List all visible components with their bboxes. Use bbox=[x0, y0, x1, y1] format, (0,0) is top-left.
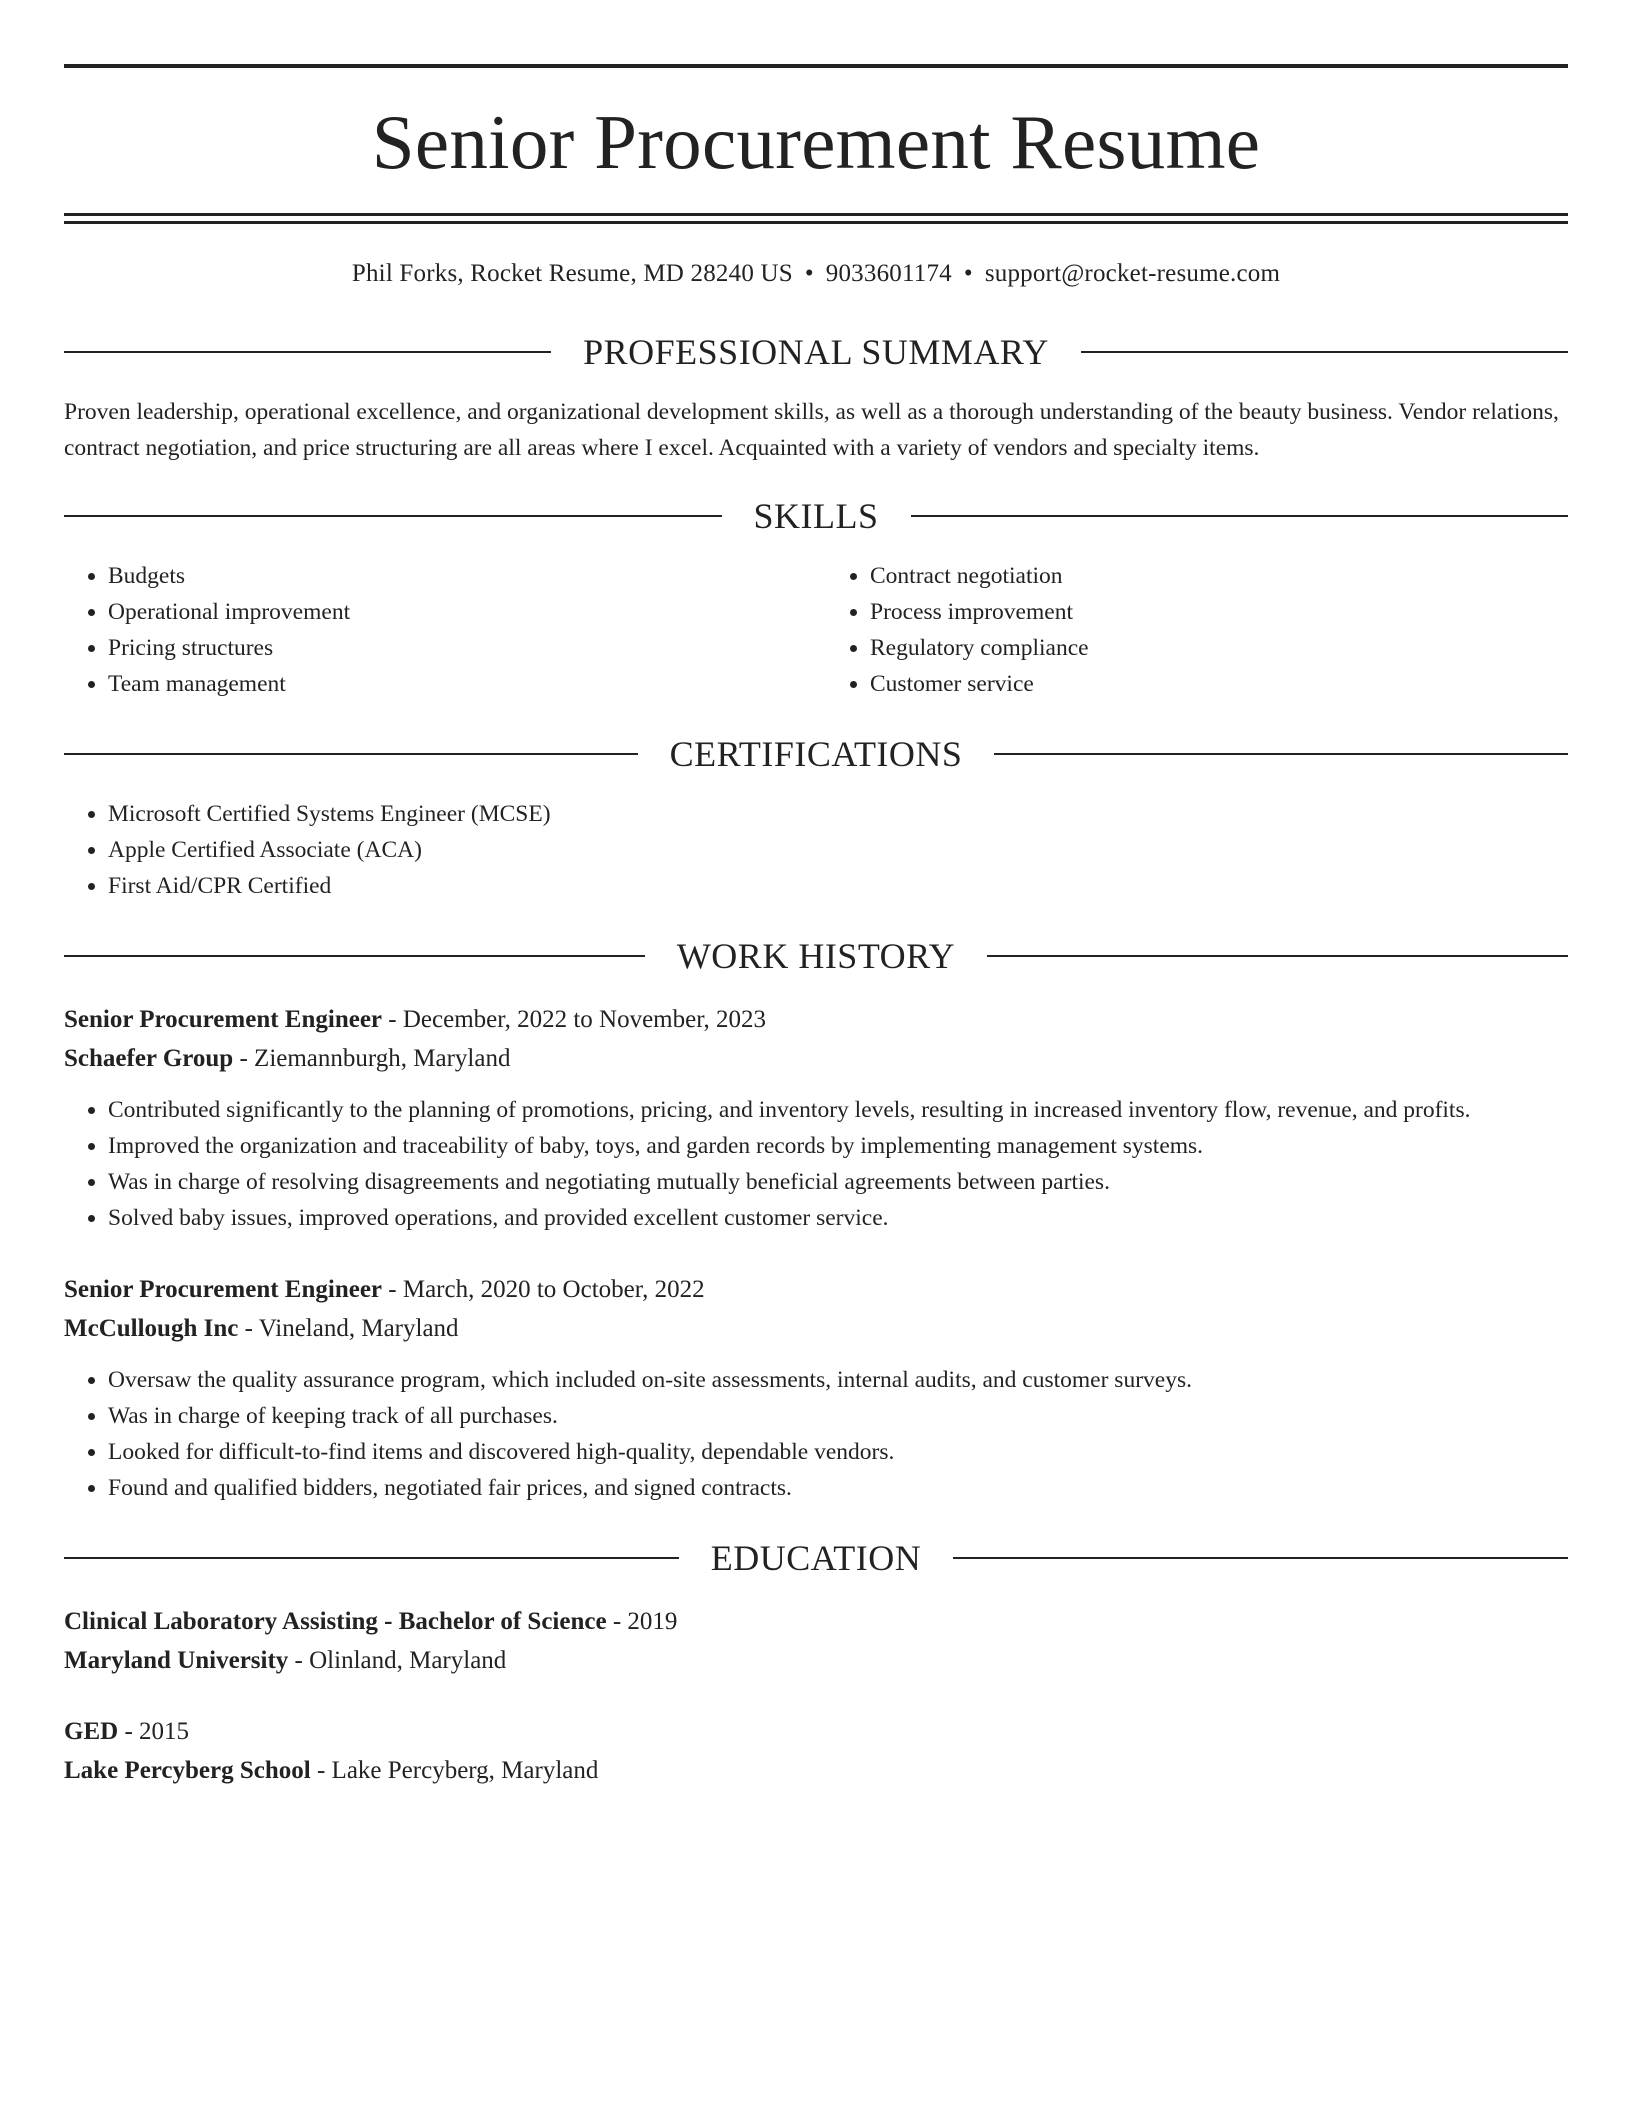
work-history-heading-label: WORK HISTORY bbox=[676, 936, 956, 976]
certifications-list bbox=[64, 796, 1568, 904]
job-company: McCullough Inc bbox=[64, 1315, 239, 1342]
education-degree-line bbox=[64, 1602, 1568, 1641]
certification-item: • Apple Certified Associate (ACA) bbox=[108, 832, 1568, 868]
skill-item: • Customer service bbox=[870, 666, 1568, 702]
summary-heading bbox=[64, 334, 1568, 370]
heading-rule bbox=[64, 955, 645, 957]
skill-item: • Process improvement bbox=[870, 594, 1568, 630]
job-entry bbox=[64, 1000, 1568, 1236]
job-bullet: • Was in charge of resolving disagreements and negotiating mutually beneficial agreements between parties. bbox=[108, 1164, 1568, 1200]
education-entry bbox=[64, 1602, 1568, 1680]
heading-rule bbox=[911, 515, 1569, 517]
work-history-heading bbox=[64, 938, 1568, 974]
job-bullets bbox=[64, 1362, 1568, 1506]
resume-page bbox=[64, 64, 1568, 1790]
job-title-line bbox=[64, 1270, 1568, 1309]
heading-rule bbox=[953, 1557, 1568, 1559]
job-location: - Ziemannburgh, Maryland bbox=[233, 1045, 511, 1072]
education-degree: GED bbox=[64, 1718, 119, 1745]
job-title: Senior Procurement Engineer bbox=[64, 1006, 383, 1033]
job-location: - Vineland, Maryland bbox=[238, 1315, 459, 1342]
job-entry bbox=[64, 1270, 1568, 1506]
title-double-rule bbox=[64, 213, 1568, 224]
education-school: Maryland University bbox=[64, 1647, 289, 1674]
heading-rule bbox=[64, 351, 551, 353]
contact-address: Phil Forks, Rocket Resume, MD 28240 US bbox=[351, 260, 793, 287]
job-title-line bbox=[64, 1000, 1568, 1039]
contact-email: support@rocket-resume.com bbox=[984, 260, 1281, 287]
summary-text: Proven leadership, operational excellence, and organizational development skills, as well as a thorough understanding of the beauty business. Vendor relations, contract negotiation, and price structuring are all areas where I excel. Acquainted with a variety of vendors and specialty items. bbox=[64, 399, 1559, 461]
education-heading bbox=[64, 1540, 1568, 1576]
education-year: - 2015 bbox=[118, 1718, 190, 1745]
certification-item: • First Aid/CPR Certified bbox=[108, 868, 1568, 904]
education-year: - 2019 bbox=[606, 1608, 678, 1635]
heading-rule bbox=[64, 753, 638, 755]
job-bullet: • Contributed significantly to the planning of promotions, pricing, and inventory levels, resulting in increased inventory flow, revenue, and profits. bbox=[108, 1092, 1568, 1128]
job-bullet: • Was in charge of keeping track of all purchases. bbox=[108, 1398, 1568, 1434]
job-bullet: • Improved the organization and traceability of baby, toys, and garden records by implementing management systems. bbox=[108, 1128, 1568, 1164]
job-dates: - March, 2020 to October, 2022 bbox=[382, 1276, 705, 1303]
skills-heading bbox=[64, 498, 1568, 534]
heading-rule bbox=[64, 515, 722, 517]
skill-item: • Team management bbox=[108, 666, 806, 702]
summary-heading-label: PROFESSIONAL SUMMARY bbox=[583, 332, 1049, 372]
skills-column-right bbox=[826, 558, 1568, 702]
education-school-line bbox=[64, 1641, 1568, 1680]
heading-rule bbox=[994, 753, 1568, 755]
top-rule bbox=[64, 64, 1568, 68]
heading-rule bbox=[1081, 351, 1568, 353]
heading-rule bbox=[987, 955, 1568, 957]
education-entry bbox=[64, 1712, 1568, 1790]
skill-item: • Pricing structures bbox=[108, 630, 806, 666]
job-company-line bbox=[64, 1039, 1568, 1078]
skills-heading-label: SKILLS bbox=[753, 496, 879, 536]
contact-separator: • bbox=[963, 260, 973, 287]
education-school-line bbox=[64, 1751, 1568, 1790]
skill-item: • Contract negotiation bbox=[870, 558, 1568, 594]
job-bullet: • Looked for difficult-to-find items and discovered high-quality, dependable vendors. bbox=[108, 1434, 1568, 1470]
skill-item: • Regulatory compliance bbox=[870, 630, 1568, 666]
education-location: - Olinland, Maryland bbox=[288, 1647, 507, 1674]
job-bullet: • Oversaw the quality assurance program, which included on-site assessments, internal audits, and customer surveys. bbox=[108, 1362, 1568, 1398]
job-company: Schaefer Group bbox=[64, 1045, 234, 1072]
education-heading-label: EDUCATION bbox=[710, 1538, 922, 1578]
contact-phone: 9033601174 bbox=[825, 260, 952, 287]
page-title: Senior Procurement Resume bbox=[371, 99, 1261, 185]
skill-item: • Budgets bbox=[108, 558, 806, 594]
skill-item: • Operational improvement bbox=[108, 594, 806, 630]
education-school: Lake Percyberg School bbox=[64, 1757, 311, 1784]
skills-column-left bbox=[64, 558, 806, 702]
education-degree-line bbox=[64, 1712, 1568, 1751]
education-degree: Clinical Laboratory Assisting - Bachelor of Science bbox=[64, 1608, 607, 1635]
job-bullet: • Found and qualified bidders, negotiated fair prices, and signed contracts. bbox=[108, 1470, 1568, 1506]
certifications-heading bbox=[64, 736, 1568, 772]
contact-line bbox=[64, 260, 1568, 288]
certifications-heading-label: CERTIFICATIONS bbox=[669, 734, 963, 774]
job-company-line bbox=[64, 1309, 1568, 1348]
education-location: - Lake Percyberg, Maryland bbox=[310, 1757, 599, 1784]
job-dates: - December, 2022 to November, 2023 bbox=[382, 1006, 767, 1033]
certification-item: • Microsoft Certified Systems Engineer (MCSE) bbox=[108, 796, 1568, 832]
contact-separator: • bbox=[804, 260, 814, 287]
heading-rule bbox=[64, 1557, 679, 1559]
job-bullets bbox=[64, 1092, 1568, 1236]
skills-list bbox=[64, 558, 1568, 702]
job-bullet: • Solved baby issues, improved operations, and provided excellent customer service. bbox=[108, 1200, 1568, 1236]
job-title: Senior Procurement Engineer bbox=[64, 1276, 383, 1303]
